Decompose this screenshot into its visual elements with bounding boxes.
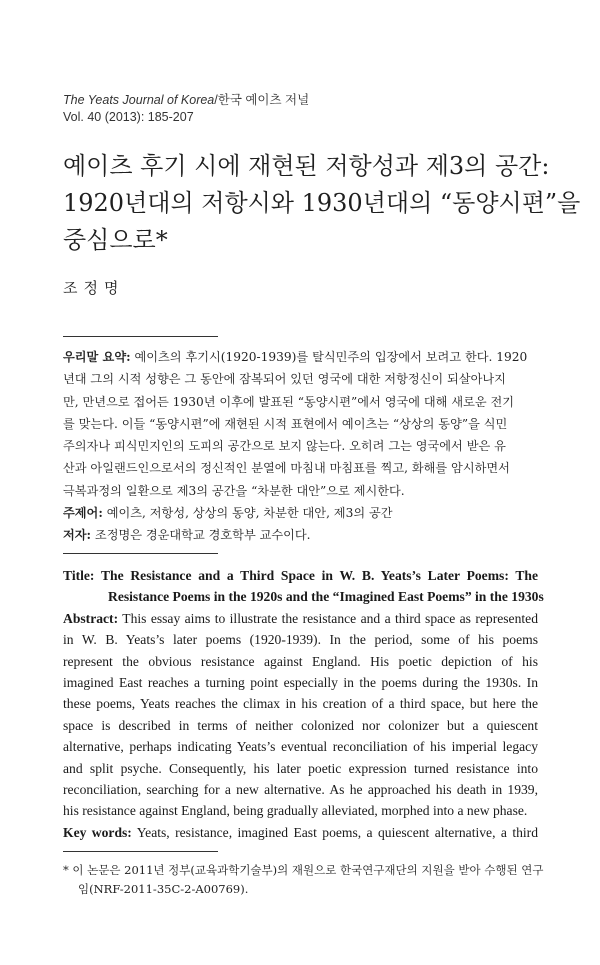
korean-abstract-line: 산과 아일랜드인으로서의 정신적인 분열에 마침내 마침표를 찍고, 화해를 암시하면서 (63, 461, 510, 476)
english-abstract-line: imagined East reaches a turning point especially in the poems during the 1930s. In (63, 675, 538, 691)
korean-abstract-line: 주의자나 피식민지인의 도피의 공간으로 보지 않는다. 오히려 그는 영국에서 받은 유 (63, 439, 506, 454)
english-abstract-line: alternative, perhaps indicating Yeats’s eventual reconciliation of his imperial legacy (63, 739, 538, 755)
divider-middle (63, 553, 218, 554)
english-abstract-line: his resistance against England, being gradually alleviated, morphed into a new phase. (63, 803, 528, 819)
english-abstract (63, 565, 544, 843)
footnote-divider (63, 851, 218, 852)
paper-title-korean (63, 148, 581, 259)
english-abstract-line: Abstract: This essay aims to illustrate the resistance and a third space as represented (63, 610, 538, 626)
english-title-line-1: Title: The Resistance and a Third Space in W. B. Yeats’s Later Poems: The (63, 568, 538, 583)
footnote-line-2: 임(NRF-2011-35C-2-A00769). (78, 882, 249, 896)
footnote-line-1: * 이 논문은 2011년 정부(교육과학기술부)의 재원으로 한국연구재단의 지원을 받아 수행된 연구 (63, 863, 544, 877)
korean-abstract-line: 년대 그의 시적 성향은 그 동안에 잠복되어 있던 영국에 대한 저항정신이 되살아나지 (63, 372, 506, 387)
journal-title-line (63, 92, 309, 109)
english-keywords: Key words: Yeats, resistance, imagined East poems, a quiescent alternative, a third (63, 824, 538, 840)
korean-abstract-label: 우리말 요약: (63, 350, 131, 364)
title-line-3: 중심으로* (63, 226, 168, 254)
english-abstract-line: space is described in terms of neither colonized nor colonizer but a quiescent (63, 717, 538, 733)
journal-volume: Vol. 40 (2013): 185-207 (63, 110, 194, 124)
english-abstract-line: in W. B. Yeats’s later poems (1920-1939). In the period, some of his poems (63, 632, 538, 648)
korean-keywords: 주제어: 예이츠, 저항성, 상상의 동양, 차분한 대안, 제3의 공간 (63, 506, 393, 521)
title-line-1: 예이츠 후기 시에 재현된 저항성과 제3의 공간: (63, 152, 550, 180)
korean-abstract-line: 우리말 요약: 예이츠의 후기시(1920-1939)를 탈식민주의 입장에서 보려고 한다. 1920 (63, 350, 528, 364)
english-abstract-line: these poems, Yeats reaches the climax in his creation of a third space, but here the (63, 696, 538, 712)
english-abstract-line: reconciliation, searching for a new alternative. As he approached his death in 1939, (63, 782, 538, 798)
korean-abstract-line: 를 맞는다. 이들 “동양시편”에 재현된 시적 표현에서 예이츠는 “상상의 동양”을 식민 (63, 416, 508, 431)
english-abstract-label: Abstract: (63, 610, 119, 626)
journal-name-ko: /한국 예이츠 저널 (214, 93, 310, 107)
title-line-2: 1920년대의 저항시와 1930년대의 “동양시편”을 (63, 189, 581, 217)
english-abstract-line: and split psyche. Consequently, his later poetic expression turned resistance into (63, 760, 538, 776)
journal-header (63, 92, 309, 126)
english-keywords-label: Key words: (63, 824, 132, 840)
korean-abstract (63, 346, 538, 547)
author-name: 조정명 (63, 279, 125, 297)
english-title-line-2: Resistance Poems in the 1920s and the “Imagined East Poems” in the 1930s (108, 589, 544, 605)
korean-abstract-line: 극복과정의 일환으로 제3의 공간을 “차분한 대안”으로 제시한다. (63, 483, 405, 498)
journal-name: The Yeats Journal of Korea (63, 93, 215, 107)
korean-author-info: 저자: 조정명은 경운대학교 경호학부 교수이다. (63, 528, 311, 543)
footnote (63, 861, 544, 899)
korean-keywords-label: 주제어: (63, 506, 103, 521)
english-abstract-line: represent the obvious resistance against England. His poetic depiction of his (63, 653, 538, 669)
korean-author-label: 저자: (63, 528, 92, 543)
divider-top (63, 336, 218, 337)
korean-abstract-line: 만, 만년으로 접어든 1930년 이후에 발표된 “동양시편”에서 영국에 대해 새로운 전기 (63, 394, 515, 409)
